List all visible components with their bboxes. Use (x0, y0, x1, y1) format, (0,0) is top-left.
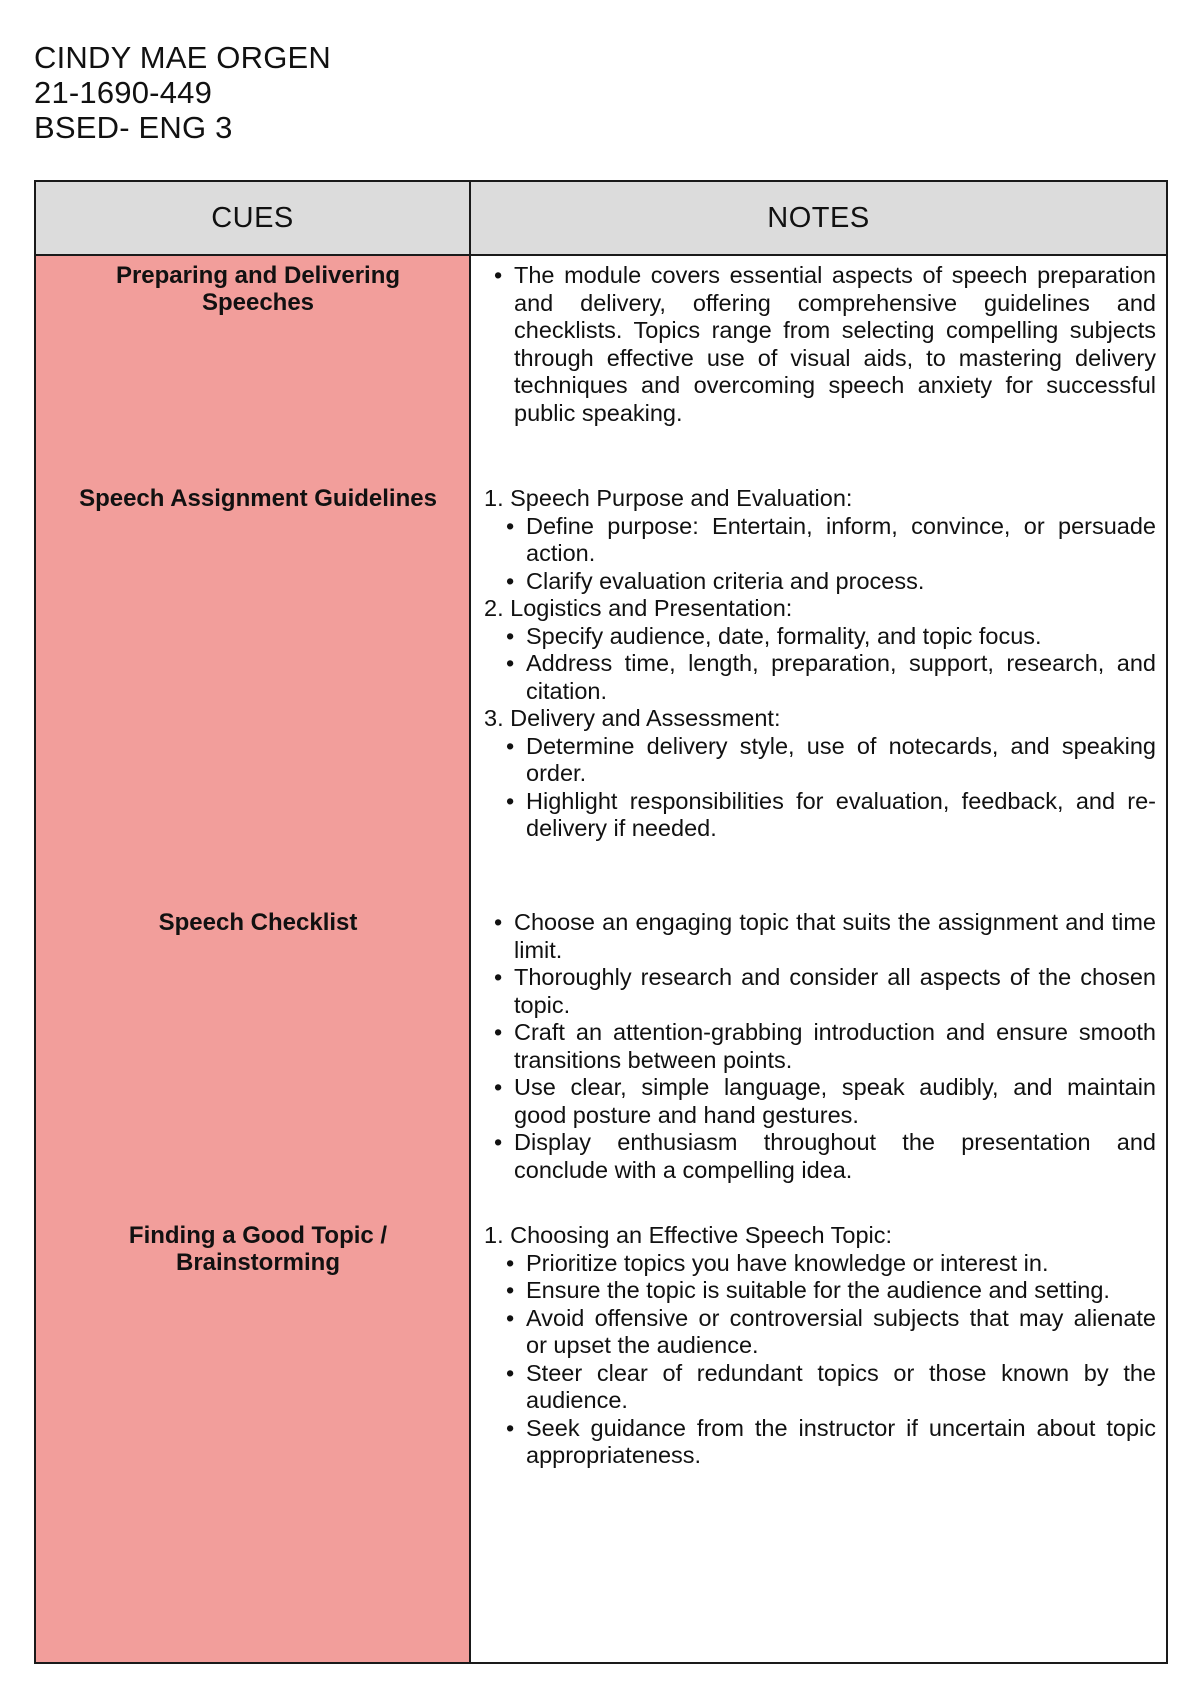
section-heading: 1. Speech Purpose and Evaluation: (484, 485, 853, 511)
list-item: • Ensure the topic is suitable for the audience and setting. (484, 1277, 1156, 1305)
list-item: • Avoid offensive or controversial subjects that may alienate or upset the audience. (484, 1305, 1156, 1360)
student-course: BSED- ENG 3 (34, 110, 233, 145)
list-item: • Highlight responsibilities for evaluation, feedback, and re-delivery if needed. (484, 788, 1156, 843)
notes-preparing-delivering (484, 262, 1156, 427)
cue-speech-checklist: Speech Checklist (158, 909, 358, 936)
column-divider (469, 182, 471, 1662)
list-item: • Address time, length, preparation, support, research, and citation. (484, 650, 1156, 705)
student-info (34, 40, 331, 145)
list-item: • Determine delivery style, use of notecards, and speaking order. (484, 733, 1156, 788)
table-header (36, 182, 1166, 256)
student-id: 21-1690-449 (34, 75, 213, 110)
cue-preparing-delivering: Preparing and Delivering Speeches (115, 262, 401, 316)
list-item: • Display enthusiasm throughout the presentation and conclude with a compelling idea. (484, 1129, 1156, 1184)
list-item: • Thoroughly research and consider all aspects of the chosen topic. (484, 964, 1156, 1019)
section-heading: 1. Choosing an Effective Speech Topic: (484, 1222, 893, 1248)
cues-header: CUES (211, 201, 294, 234)
list-item: • Seek guidance from the instructor if uncertain about topic appropriateness. (484, 1415, 1156, 1470)
list-item: • Define purpose: Entertain, inform, convince, or persuade action. (484, 513, 1156, 568)
cue-assignment-guidelines: Speech Assignment Guidelines (79, 485, 437, 512)
list-item: • Prioritize topics you have knowledge or interest in. (484, 1250, 1156, 1278)
section-heading: 2. Logistics and Presentation: (484, 595, 793, 621)
notes-header: NOTES (767, 201, 870, 234)
cue-finding-topic: Finding a Good Topic / Brainstorming (128, 1222, 388, 1276)
list-item: • Craft an attention-grabbing introduction and ensure smooth transitions between points. (484, 1019, 1156, 1074)
list-item: • Steer clear of redundant topics or those known by the audience. (484, 1360, 1156, 1415)
list-item: • The module covers essential aspects of speech preparation and delivery, offering comprehensive guidelines and checklists. Topics range from selecting compelling subjects through effective use of visual aids, to mastering delivery techniques and overcoming speech anxiety for successful public speaking. (484, 262, 1156, 427)
notes-assignment-guidelines (484, 485, 1156, 843)
cues-column (36, 256, 469, 1662)
list-item: • Clarify evaluation criteria and process. (484, 568, 1156, 596)
section-heading: 3. Delivery and Assessment: (484, 705, 781, 731)
notes-finding-topic (484, 1222, 1156, 1470)
list-item: • Choose an engaging topic that suits the assignment and time limit. (484, 909, 1156, 964)
list-item: • Use clear, simple language, speak audibly, and maintain good posture and hand gestures. (484, 1074, 1156, 1129)
cornell-notes-table (34, 180, 1168, 1664)
list-item: • Specify audience, date, formality, and topic focus. (484, 623, 1156, 651)
student-name: CINDY MAE ORGEN (34, 40, 331, 75)
notes-speech-checklist (484, 909, 1156, 1184)
